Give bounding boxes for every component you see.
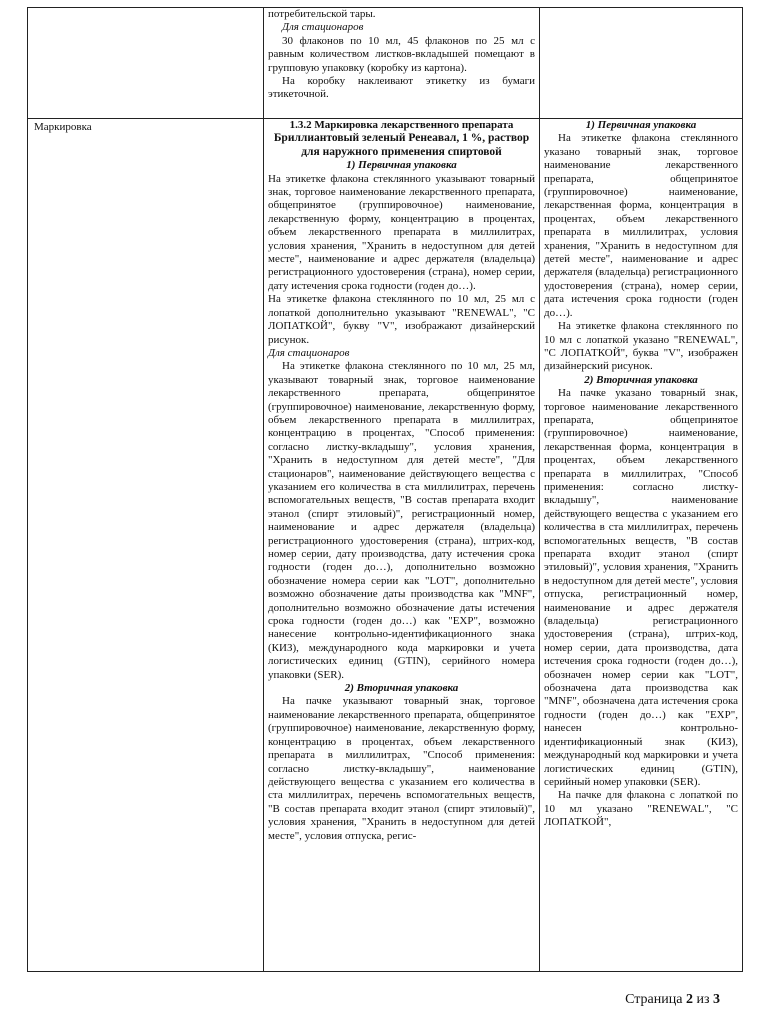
right-primary-heading: 1) Первичная упаковка bbox=[585, 119, 697, 131]
section-heading: 1.3.2 Маркировка лекарственного препарата bbox=[289, 119, 514, 131]
right-primary-spatula-text: На этикетке флакона стеклянного по 10 мл с лопаткой указано "RENEWAL", "С ЛОПАТКОЙ", буква "V", изображен дизайнерский рисунок. bbox=[544, 320, 738, 373]
marking-requirements-cell bbox=[264, 119, 540, 972]
right-secondary-heading: 2) Вторичная упаковка bbox=[584, 373, 698, 386]
document-table bbox=[27, 7, 743, 972]
hospital-packaging-text: 30 флаконов по 10 мл, 45 флаконов по 25 мл с равным количеством листков-вкладышей помещают в групповую упаковку (коробку из картона). bbox=[268, 34, 535, 74]
primary-spatula-text: На этикетке флакона стеклянного по 10 мл, 25 мл с лопаткой дополнительно указывают "RENEWAL", "С ЛОПАТКОЙ", букву "V", изображают дизайнерский рисунок. bbox=[268, 293, 535, 346]
continued-line: потребительской тары. bbox=[268, 8, 376, 20]
table-row-packaging bbox=[28, 8, 743, 119]
secondary-packaging-heading: 2) Вторичная упаковка bbox=[344, 682, 459, 695]
marking-label: Маркировка bbox=[28, 119, 264, 972]
of-word: из bbox=[696, 992, 710, 1007]
page-footer bbox=[625, 992, 720, 1008]
marking-actual-cell bbox=[540, 119, 743, 972]
box-label-text: На коробку наклеивают этикетку из бумаги этикеточной. bbox=[268, 75, 535, 101]
secondary-packaging-text: На пачке указывают товарный знак, торговое наименование лекарственного препарата, общепринятое (группировочное) наименование, лекарственную форму, концентрацию в процентах, объем лекарственного препарата в миллилитрах, "Способ применения: согласно листку-вкладышу", наименование действующего вещества с указанием его количества в ста миллилитрах, перечень вспомогательных веществ, "В состав препарата входит этанол (спирт этиловый)", условия хранения, "Хранить в недоступном для детей месте", условия отпуска, регис- bbox=[268, 695, 535, 842]
hospital-heading: Для стационаров bbox=[282, 21, 364, 34]
right-primary-text: На этикетке флакона стеклянного указано товарный знак, торговое наименование лекарственного препарата, общепринятое (группировочное) наименование, лекарственная форма, концентрация в процентах, объем лекарственного препарата в миллилитрах, условия хранения, "Хранить в недоступном для детей месте", наименование и адрес держателя (владельца) регистрационного удостоверения (страна), номер серии, дата истечения срока годности (годен до…). bbox=[544, 132, 738, 319]
page-word: Страница bbox=[625, 992, 683, 1007]
primary-packaging-heading: 1) Первичная упаковка bbox=[346, 159, 457, 172]
right-secondary-text: На пачке указано товарный знак, торговое наименование лекарственного препарата, общепринятое (группировочное) наименование, лекарственная форма, концентрация в процентах, объем лекарственного препарата в миллилитрах, "Способ применения: согласно листку-вкладышу", наименование действующего вещества с указанием его количества в ста миллилитрах, перечень вспомогательных веществ, "В состав препарата входит этанол (спирт этиловый)", условия хранения, "Хранить в недоступном для детей месте", условия отпуска, регистрационный номер, наименование и адрес держателя (владельца) регистрационного удостоверения (страна), штрих-код, номер серии, дата производства, дата истечения срока годности (годен до…), обозначен номер серии как "LOT", обозначена дата производства как "MNF", обозначена дата истечения срока годности (годен до…) как "EXP", нанесен контрольно-идентификационный знак (КИЗ), международный код маркировки и учета логистических единиц (GTIN), серийный номер упаковки (SER). bbox=[544, 387, 738, 788]
table-row-marking bbox=[28, 119, 743, 972]
hospital-marking-heading: Для стационаров bbox=[268, 346, 350, 359]
product-title: Бриллиантовый зеленый Ренеавал, 1 %, раствор для наружного применения спиртовой bbox=[273, 132, 530, 158]
right-cell-empty bbox=[540, 8, 743, 119]
label-cell-empty bbox=[28, 8, 264, 119]
page-number: 2 bbox=[685, 992, 693, 1007]
right-secondary-spatula-text: На пачке для флакона с лопаткой по 10 мл указано "RENEWAL", "С ЛОПАТКОЙ", bbox=[544, 789, 738, 829]
hospital-marking-text: На этикетке флакона стеклянного по 10 мл, 25 мл, указывают товарный знак, торговое наименование лекарственного препарата, общепринятое (группировочное) наименование, лекарственную форму, объем лекарственного препарата в миллилитрах, концентрацию в процентах, "Способ применения: согласно листку-вкладышу", условия хранения, "Хранить в недоступном для детей месте", "Для стационаров", наименование действующего вещества с указанием его количества в ста миллилитрах, перечень вспомогательных веществ, "В состав препарата входит этанол (спирт этиловый)", регистрационный номер, наименование и адрес держателя (владельца) регистрационного удостоверения (страна), штрих-код, номер серии, дату производства, дату истечения срока годности (годен до…), дополнительно возможно обозначение номера серии как "LOT", дополнительно возможно обозначение даты производства как "MNF", дополнительно возможно обозначение даты истечения срока годности (годен до…) как "EXP", возможно нанесение контрольно-идентификационного знака (КИЗ), международного кода маркировки и учета логистических единиц (GTIN), серийного номера упаковки (SER). bbox=[268, 360, 535, 681]
packaging-cell bbox=[264, 8, 540, 119]
page-total: 3 bbox=[713, 992, 720, 1007]
primary-packaging-text: На этикетке флакона стеклянного указывают товарный знак, торговое наименование лекарственного препарата, общепринятое (группировочное) наименование, лекарственную форму, концентрацию в процентах, объем лекарственного препарата в миллилитрах, условия хранения, "Хранить в недоступном для детей месте", наименование и адрес держателя (владельца) регистрационного удостоверения (страна), номер серии, дату истечения срока годности (годен до…). bbox=[268, 172, 535, 292]
